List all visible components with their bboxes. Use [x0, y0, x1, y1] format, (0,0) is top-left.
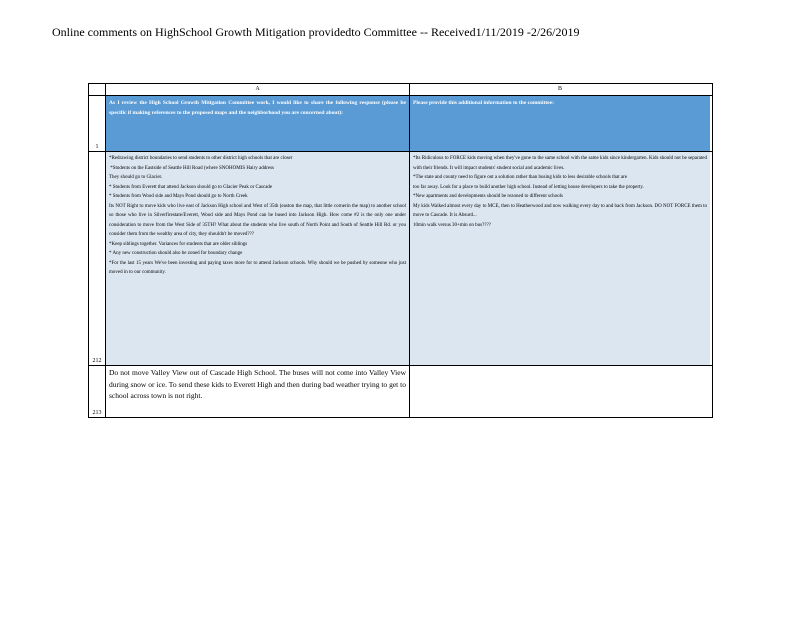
corner-cell: [89, 84, 106, 95]
comment-cell: Do not move Valley View out of Cascade High School. The buses will not come into Valley View during snow or ice. To send these kids to Everett High and then during bad weather trying to get to school across town is not right.: [106, 366, 410, 417]
question-cell: As I review the High School Growth Mitigation Committee work, I would like to share the following response (please be specific if making references to the proposed maps and the neighborhood you are concerned about):: [106, 96, 410, 151]
additional-info-header-cell: Please provide this additional information to the committee:: [410, 96, 710, 151]
row-number: 212: [89, 152, 106, 365]
column-header-a: A: [106, 84, 410, 95]
table-row: [89, 152, 712, 366]
column-header-b: B: [557, 86, 562, 92]
additional-info-cell: [410, 366, 710, 417]
additional-info-cell: *Its Ridiculous to FORCE kids moving when they've gone to the same school with the same kids since kindergarten. Kids should not be separated with their friends. It will impact students' student social and academic lives. *The state and county need to figure out a solution rather than busing kids to less desirable schools that are too far away. Look for a place to build another high school. Instead of letting house developers to take the property. *New apartments and developments should be rezoned to different schools My kids Walked almost every day to MCE, then to Heatherwood and now walking every day to and back from Jackson. DO NOT FORCE them to move to Cascade. It is Absurd... 10min walk versus 30+min on bus????: [410, 152, 710, 365]
table-row: [89, 96, 712, 152]
table-row: [89, 366, 712, 417]
comment-cell: *Redrawing district boundaries to send students to other district high schools that are closer *Students on the Eastside of Seattle Hill Road (where SNOHOMIS Hairy address They should go to Glacier. * Students from Everett that attend Jackson should go to Glacier Peak or Cascade * Students from Wood side and Mays Pond should go to North Creek Its NOT Right to move kids who live east of Jackson High school and West of 35th (easton the map, that little cornerin the map) to another school so those who live in Silverfirestate/Everett, Wood side and Mays Pond can be bused into Jackson High. How come #2 is the only one under consideration to move from the West Side of 35TH? What about the students who live south of North Point and South of Seattle Hill Rd. or you consider them from the wealthy area of city, they shouldn't be moved??? *Keep siblings together. Variances for students that are older siblings * Any new construction should also be zoned for boundary change *For the last 15 years We've been investing and paying taxes more for to attend Jackson schools. Why should we be pushed by someone who just moved in to our community.: [106, 152, 410, 365]
column-header-row: [89, 84, 712, 96]
row-number: 213: [89, 366, 106, 417]
document-title: Online comments on HighSchool Growth Mitigation providedto Committee -- Received1/11/2019 -2/26/2019: [52, 25, 580, 39]
row-number: 1: [89, 96, 106, 151]
comments-table: [88, 83, 713, 418]
